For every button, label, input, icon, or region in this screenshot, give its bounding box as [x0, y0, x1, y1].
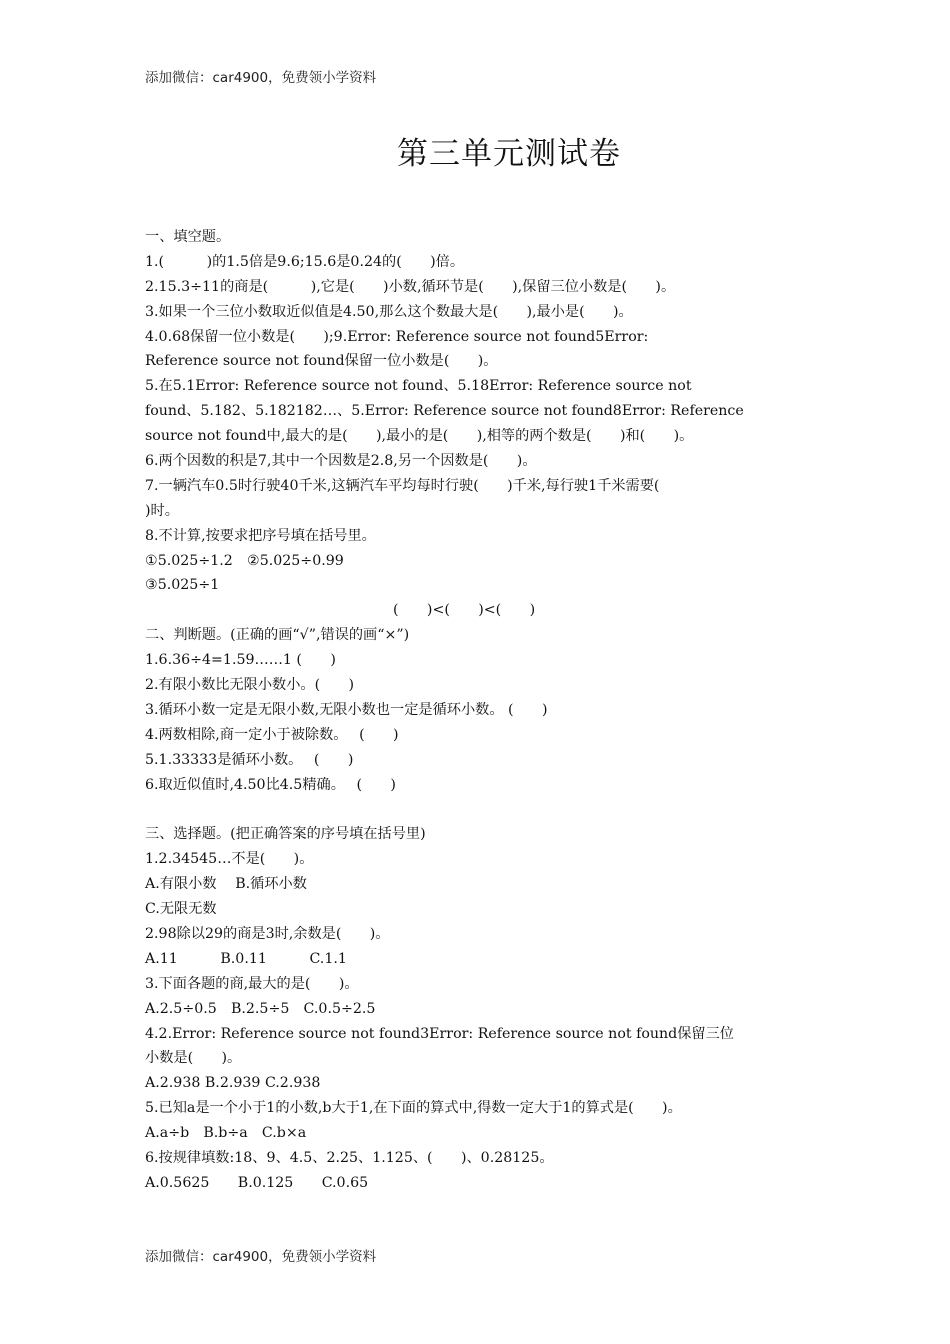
spacer — [145, 797, 817, 822]
question-line: 3.如果一个三位小数取近似值是4.50,那么这个数最大是( ),最小是( )。 — [145, 303, 633, 320]
question-line: C.无限无数 — [145, 901, 217, 918]
question-line: A.有限小数 B.循环小数 — [145, 876, 307, 893]
question-line: 6.取近似值时,4.50比4.5精确。 ( ) — [145, 776, 396, 793]
question-line: 2.15.3÷11的商是( ),它是( )小数,循环节是( ),保留三位小数是( )。 — [145, 278, 676, 295]
question-line: 2.98除以29的商是3时,余数是( )。 — [145, 925, 390, 942]
section-heading-multiple-choice: 三、选择题。(把正确答案的序号填在括号里) — [145, 826, 426, 843]
question-line: ①5.025÷1.2 ②5.025÷0.99 — [145, 552, 344, 569]
question-line: 3.循环小数一定是无限小数,无限小数也一定是循环小数。 ( ) — [145, 701, 548, 718]
question-line: 3.下面各题的商,最大的是( )。 — [145, 975, 359, 992]
section-heading-true-false: 二、判断题。(正确的画“√”,错误的画“×”) — [145, 627, 410, 644]
order-answer-line: ( )<( )<( ) — [393, 602, 536, 619]
question-line: source not found中,最大的是( ),最小的是( ),相等的两个数是( )和( )。 — [145, 428, 694, 445]
question-line: A.11 B.0.11 C.1.1 — [145, 950, 347, 967]
question-line: 1.6.36÷4=1.59……1 ( ) — [145, 652, 336, 669]
question-line: )时。 — [145, 502, 179, 519]
question-line: 5.1.33333是循环小数。 ( ) — [145, 751, 354, 768]
question-line: 小数是( )。 — [145, 1050, 242, 1067]
header-note: 添加微信：car4900，免费领小学资料 — [145, 70, 377, 86]
section-heading-fill-blank: 一、填空题。 — [145, 229, 231, 245]
question-line: found、5.182、5.182182…、5.Error: Reference source not found8Error: Reference — [145, 403, 744, 420]
question-line: 2.有限小数比无限小数小。( ) — [145, 677, 355, 694]
question-line: 4.0.68保留一位小数是( );9.Error: Reference source not found5Error: — [145, 328, 649, 345]
document-body — [145, 225, 817, 1196]
question-line: 1.( )的1.5倍是9.6;15.6是0.24的( )倍。 — [145, 253, 465, 270]
question-line: 8.不计算,按要求把序号填在括号里。 — [145, 527, 376, 544]
page-title: 第三单元测试卷 — [397, 136, 621, 172]
question-line: 5.在5.1Error: Reference source not found、5.18Error: Reference source not — [145, 378, 692, 395]
question-line: A.0.5625 B.0.125 C.0.65 — [145, 1174, 369, 1191]
question-line: Reference source not found保留一位小数是( )。 — [145, 353, 498, 370]
question-line: 4.2.Error: Reference source not found3Error: Reference source not found保留三位 — [145, 1025, 734, 1042]
question-line: 5.已知a是一个小于1的小数,b大于1,在下面的算式中,得数一定大于1的算式是( )。 — [145, 1100, 682, 1117]
question-line: A.2.938 B.2.939 C.2.938 — [145, 1075, 321, 1092]
question-line: ③5.025÷1 — [145, 577, 220, 594]
question-line: 4.两数相除,商一定小于被除数。 ( ) — [145, 726, 399, 743]
question-line: A.a÷b B.b÷a C.b×a — [145, 1125, 307, 1142]
question-line: A.2.5÷0.5 B.2.5÷5 C.0.5÷2.5 — [145, 1000, 376, 1017]
footer-note: 添加微信：car4900，免费领小学资料 — [145, 1249, 377, 1265]
question-line: 6.按规律填数:18、9、4.5、2.25、1.125、( )、0.28125。 — [145, 1149, 554, 1166]
question-line: 6.两个因数的积是7,其中一个因数是2.8,另一个因数是( )。 — [145, 453, 537, 470]
question-line: 1.2.34545…不是( )。 — [145, 851, 314, 868]
question-line: 7.一辆汽车0.5时行驶40千米,这辆汽车平均每时行驶( )千米,每行驶1千米需要( — [145, 477, 660, 494]
